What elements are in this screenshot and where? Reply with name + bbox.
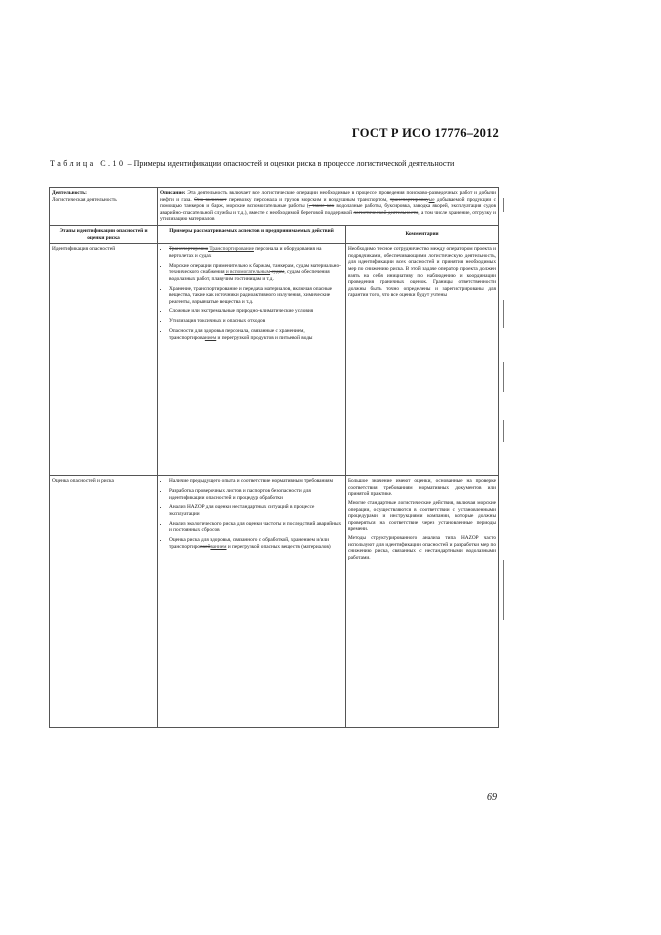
activity-value: Логистическая деятельность [52, 196, 117, 203]
list-item: • Разработка проверочных листов и паспортов безопасности для идентификации опасностей и процедур обработки [169, 488, 343, 501]
column-header-stage: Этапы идентификации опасностей и оценки риска [50, 225, 158, 243]
stage-cell: Идентификация опасностей [50, 244, 158, 476]
comment-cell [346, 476, 499, 728]
examples-cell [158, 244, 346, 476]
table-row [50, 476, 499, 728]
revision-bar [503, 300, 504, 328]
list-item: • Наличие предыдущего опыта и соответствие нормативным требованиям [169, 478, 343, 485]
list-item: • Хранение, транспортирование и передача материалов, включая опасные вещества, такие как источники радиоактивного излучения, химические реагенты, взрывчатые вещества и т.д. [169, 286, 343, 306]
description-label: Описание: [160, 190, 186, 196]
table-caption-label: Таблица С.10 [50, 159, 126, 168]
activity-label: Деятельность: [52, 190, 87, 196]
revision-bar [503, 560, 504, 620]
examples-list [160, 246, 343, 341]
column-header-comments: Комментарии [346, 225, 499, 243]
table-row [50, 244, 499, 476]
comment-cell [346, 244, 499, 476]
activity-cell [50, 188, 158, 226]
revision-bar [503, 420, 504, 442]
table-caption-text: – Примеры идентификации опасностей и оценки риска в процессе логистической деятельности [125, 159, 455, 168]
column-header-examples: Примеры рассматриваемых аспектов и предпринимаемых действий [158, 225, 346, 243]
column-header-row [50, 225, 499, 243]
standard-header: ГОСТ Р ИСО 17776–2012 [351, 126, 499, 140]
list-item: • Морские операции применительно к баржам, танкерам, судам материально-технического снабжения и вспомогательным судам, судам обеспечения водолазных работ, плавучим гостиницам и т.д. [169, 263, 343, 283]
revision-bar [503, 198, 504, 212]
list-item: • Опасности для здоровья персонала, связанные с хранением, транспортированием и перегрузкой продуктов и питьевой воды [169, 328, 343, 341]
hazard-table [49, 187, 499, 728]
activity-description: Описание: Эта деятельность включает все логистические операции необходимые в процессе проведения поисково-разведочных работ и добычи нефти и газа. Она включает перевозку персонала и грузов морским и воздушным транспортом, транспортировкуые добываемой продукции с помощью танкеров и барж, морские вспомогательные работы (, такие как водолазные работы, буксировка, заводка якорей, эксплуатация судов аварийно-спасательной службы и т.д.), вместе с необходимой береговой поддержкой логистической деятельности, а том числе хранение, отгрузку и утилизацию материалов [158, 188, 499, 226]
list-item: • Сложные или экстремальные природно-климатические условия [169, 308, 343, 315]
list-item: • Анализ экологического риска для оценки частоты и последствий аварийных и постоянных сбросов [169, 521, 343, 534]
comment-paragraph: Большое значение имеют оценки, основанные на проверке соответствия требованиям нормативных документов или принятой практике. [348, 478, 496, 498]
examples-cell [158, 476, 346, 728]
table-caption [50, 158, 498, 169]
examples-list [160, 478, 343, 550]
stage-cell: Оценка опасностей и риска [50, 476, 158, 728]
revision-bar [503, 362, 504, 392]
comment-paragraph: Методы структурированного анализа типа HAZOP часто используют для идентификации опасностей и разработки мер по снижению риска, связанных с нестандартными водолазными работами. [348, 534, 496, 561]
list-item: • Транспортировка Транспортирование персонала и оборудования на вертолетах и судах [169, 246, 343, 259]
comment-paragraph: Многие стандартные логистические действия, включая морские операции, осуществляются в соответствии с установленными процедурами и инструкциями компании, которые должны проверяться на соответствие через установленные периоды времени. [348, 499, 496, 533]
comment-paragraph: Необходимо тесное сотрудничество между оператором проекта и подрядчиками, обеспечивающими логистическую деятельность, для идентификации всех опасностей и принятия необходимых мер по снижению риска. В этой задаче оператор проекта должен взять на себя инициативу по наблюдению и координации проведения граничных оценок. Границы ответственности должны быть точно определены и зарегистрированы для гарантии того, что все оценки будут учтены [348, 246, 496, 299]
activity-row [50, 188, 499, 226]
page-number: 69 [487, 792, 497, 803]
list-item: • Утилизация токсичных и опасных отходов [169, 318, 343, 325]
list-item: • Оценка риска для здоровья, связанного с обработкой, хранением и/или транспортировкойванием и перегрузкой опасных веществ (материалов) [169, 537, 343, 550]
list-item: • Анализ HAZOP для оценки нестандартных ситуаций в процессе эксплуатации [169, 504, 343, 517]
